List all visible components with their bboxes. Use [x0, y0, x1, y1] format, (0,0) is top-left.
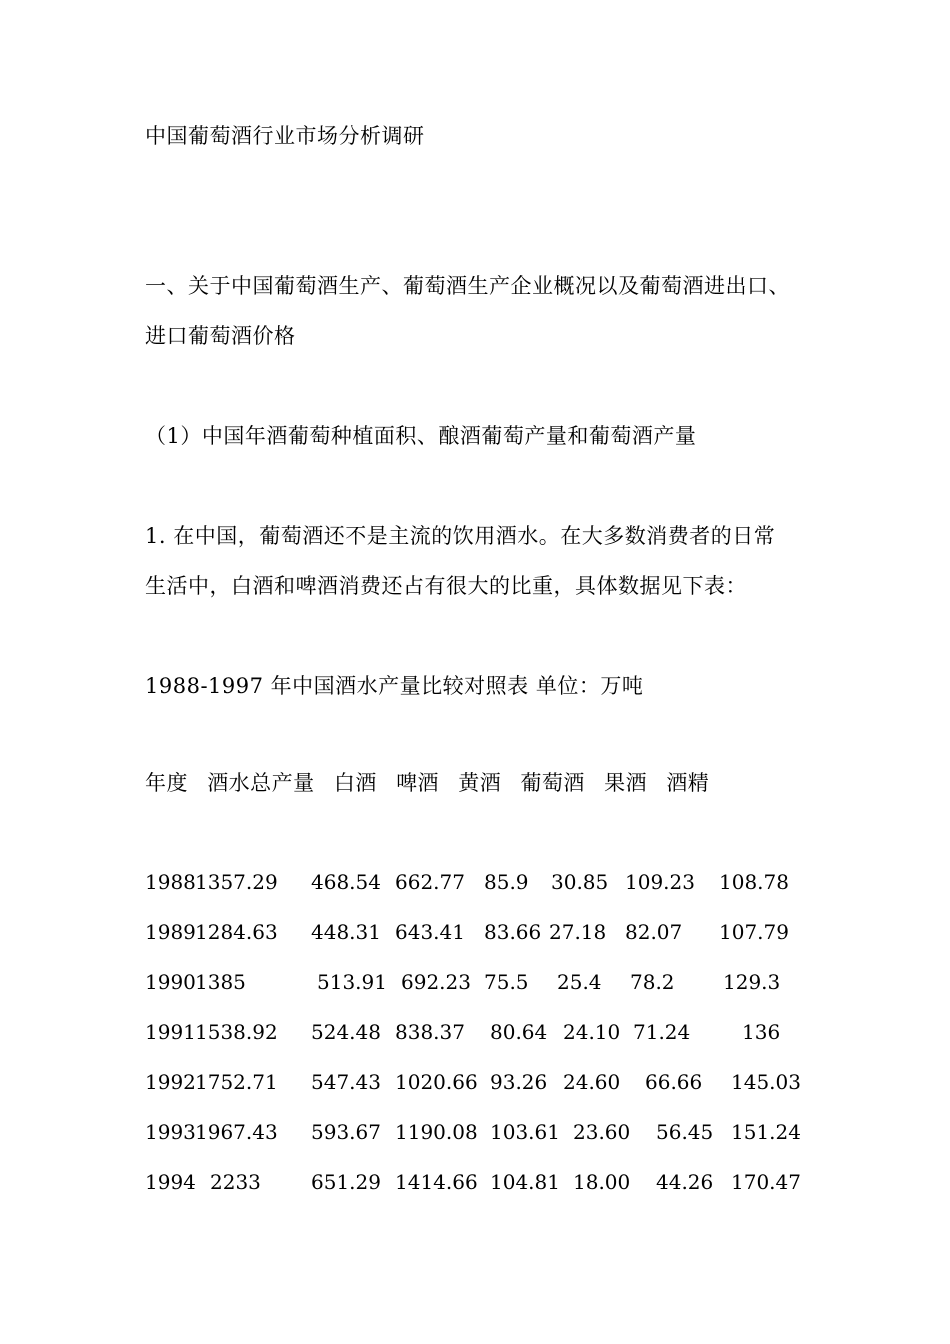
cell-year: 1993: [145, 1120, 196, 1144]
cell-fruit-wine: 56.45: [656, 1120, 714, 1144]
cell-wine: 23.60: [573, 1120, 631, 1144]
cell-fruit-wine: 66.66: [645, 1070, 703, 1094]
cell-total: 2233: [210, 1170, 261, 1194]
cell-beer: 643.41: [395, 920, 465, 944]
cell-huangjiu: 83.66: [484, 920, 542, 944]
cell-baijiu: 448.31: [311, 920, 381, 944]
cell-wine: 30.85: [551, 870, 609, 894]
table-header-row: [145, 771, 721, 795]
cell-beer: 1190.08: [395, 1120, 478, 1144]
cell-beer: 662.77: [395, 870, 465, 894]
cell-fruit-wine: 82.07: [625, 920, 683, 944]
cell-huangjiu: 75.5: [484, 970, 529, 994]
cell-year: 1994: [145, 1170, 196, 1194]
cell-total: 1967.43: [195, 1120, 278, 1144]
cell-fruit-wine: 109.23: [625, 870, 695, 894]
header-year: 年度: [145, 771, 188, 795]
section-heading-line-2: 进口葡萄酒价格: [145, 324, 296, 348]
header-fruit-wine: 果酒: [604, 771, 648, 795]
cell-fruit-wine: 44.26: [656, 1170, 714, 1194]
paragraph-line-2: 生活中，白酒和啤酒消费还占有很大的比重，具体数据见下表：: [145, 574, 747, 598]
cell-alcohol: 145.03: [731, 1070, 801, 1094]
document-title: 中国葡萄酒行业市场分析调研: [145, 124, 425, 148]
cell-wine: 25.4: [557, 970, 602, 994]
cell-total: 1752.71: [195, 1070, 278, 1094]
section-heading-line-1: 一、关于中国葡萄酒生产、葡萄酒生产企业概况以及葡萄酒进出口、: [145, 274, 790, 298]
header-huangjiu: 黄酒: [458, 771, 502, 795]
cell-alcohol: 136: [742, 1020, 781, 1044]
subsection-heading: （1）中国年酒葡萄种植面积、酿酒葡萄产量和葡萄酒产量: [145, 424, 697, 448]
paragraph-line-1: 1. 在中国，葡萄酒还不是主流的饮用酒水。在大多数消费者的日常: [145, 524, 776, 548]
cell-wine: 18.00: [573, 1170, 631, 1194]
cell-alcohol: 170.47: [731, 1170, 801, 1194]
cell-huangjiu: 103.61: [490, 1120, 560, 1144]
cell-total: 1538.92: [195, 1020, 278, 1044]
cell-alcohol: 108.78: [719, 870, 789, 894]
table-caption: 1988-1997 年中国酒水产量比较对照表 单位：万吨: [145, 674, 644, 698]
cell-wine: 24.10: [563, 1020, 621, 1044]
cell-total: 1284.63: [195, 920, 278, 944]
cell-huangjiu: 85.9: [484, 870, 529, 894]
cell-year: 1988: [145, 870, 196, 894]
header-alcohol: 酒精: [666, 771, 710, 795]
cell-alcohol: 107.79: [719, 920, 789, 944]
cell-year: 1992: [145, 1070, 196, 1094]
cell-baijiu: 513.91: [317, 970, 387, 994]
cell-baijiu: 651.29: [311, 1170, 381, 1194]
header-wine: 葡萄酒: [520, 771, 585, 795]
cell-huangjiu: 93.26: [490, 1070, 548, 1094]
cell-beer: 692.23: [401, 970, 471, 994]
cell-beer: 1020.66: [395, 1070, 478, 1094]
header-beer: 啤酒: [396, 771, 440, 795]
cell-wine: 27.18: [549, 920, 607, 944]
cell-year: 1989: [145, 920, 196, 944]
header-total: 酒水总产量: [207, 771, 315, 795]
cell-total: 1357.29: [195, 870, 278, 894]
cell-huangjiu: 80.64: [490, 1020, 548, 1044]
cell-year: 1991: [145, 1020, 196, 1044]
cell-baijiu: 468.54: [311, 870, 381, 894]
cell-total: 1385: [195, 970, 246, 994]
cell-alcohol: 151.24: [731, 1120, 801, 1144]
cell-fruit-wine: 71.24: [633, 1020, 691, 1044]
cell-baijiu: 524.48: [311, 1020, 381, 1044]
header-baijiu: 白酒: [333, 771, 377, 795]
cell-wine: 24.60: [563, 1070, 621, 1094]
cell-baijiu: 593.67: [311, 1120, 381, 1144]
cell-fruit-wine: 78.2: [630, 970, 675, 994]
cell-alcohol: 129.3: [723, 970, 781, 994]
cell-year: 1990: [145, 970, 196, 994]
cell-baijiu: 547.43: [311, 1070, 381, 1094]
cell-beer: 838.37: [395, 1020, 465, 1044]
cell-beer: 1414.66: [395, 1170, 478, 1194]
cell-huangjiu: 104.81: [490, 1170, 560, 1194]
